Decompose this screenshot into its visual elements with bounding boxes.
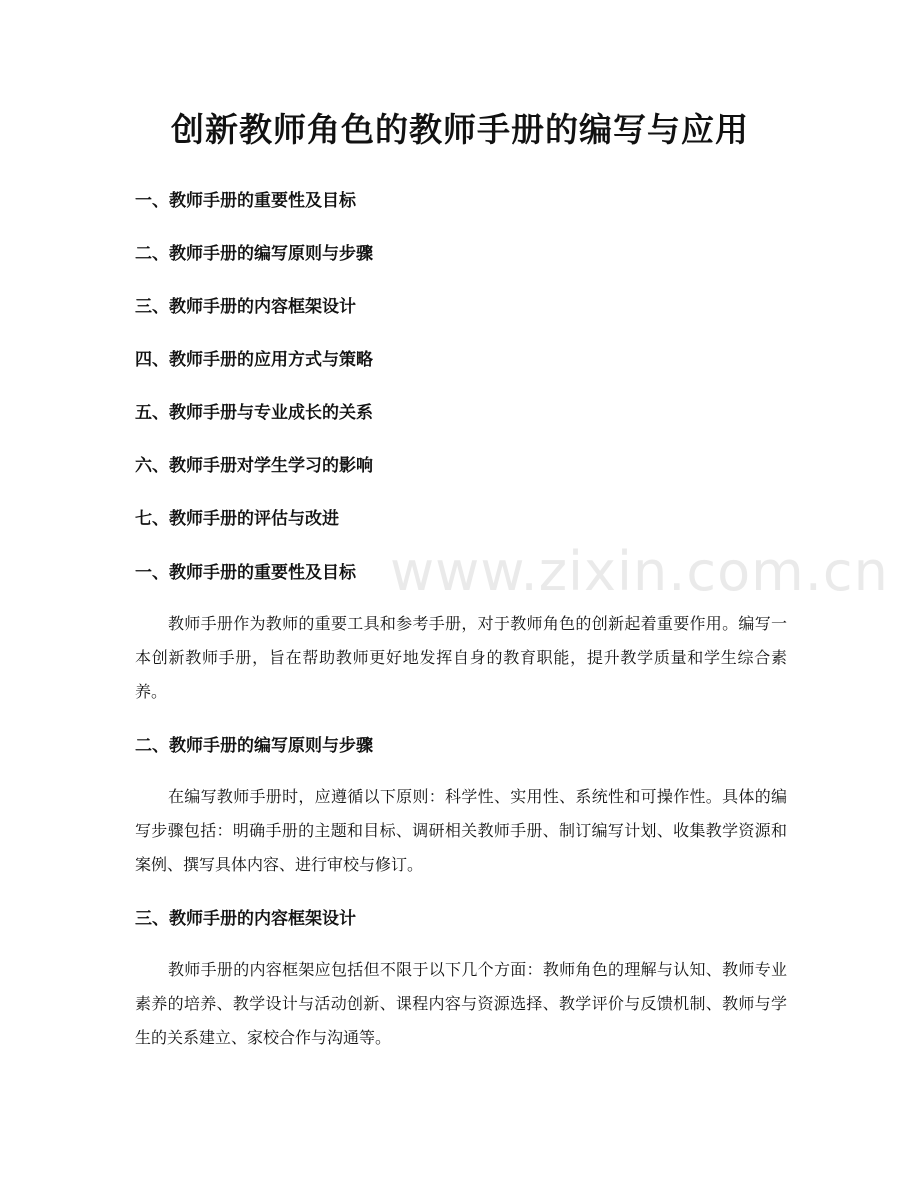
section-1-heading: 一、教师手册的重要性及目标 [135, 563, 356, 583]
section-2-body: 在编写教师手册时，应遵循以下原则：科学性、实用性、系统性和可操作性。具体的编写步骤包括：明确手册的主题和目标、调研相关教师手册、制订编写计划、收集教学资源和案例、撰写具体内容、进行审校与修订。 [135, 787, 787, 874]
section-2-heading: 二、教师手册的编写原则与步骤 [135, 736, 373, 756]
toc-item-2: 二、教师手册的编写原则与步骤 [135, 244, 373, 264]
toc-item-7: 七、教师手册的评估与改进 [135, 509, 339, 529]
watermark-text: www.zixin.com.cn [390, 540, 889, 603]
section-1-body: 教师手册作为教师的重要工具和参考手册，对于教师角色的创新起着重要作用。编写一本创新教师手册，旨在帮助教师更好地发挥自身的教育职能，提升教学质量和学生综合素养。 [135, 614, 787, 701]
toc-item-4: 四、教师手册的应用方式与策略 [135, 350, 373, 370]
section-3-heading: 三、教师手册的内容框架设计 [135, 909, 356, 929]
toc-item-5: 五、教师手册与专业成长的关系 [135, 403, 373, 423]
toc-item-6: 六、教师手册对学生学习的影响 [135, 456, 373, 476]
document-title: 创新教师角色的教师手册的编写与应用 [171, 110, 749, 149]
toc-item-1: 一、教师手册的重要性及目标 [135, 191, 356, 211]
section-3-body: 教师手册的内容框架应包括但不限于以下几个方面：教师角色的理解与认知、教师专业素养的培养、教学设计与活动创新、课程内容与资源选择、教学评价与反馈机制、教师与学生的关系建立、家校合作与沟通等。 [135, 960, 787, 1047]
toc-item-3: 三、教师手册的内容框架设计 [135, 297, 356, 317]
